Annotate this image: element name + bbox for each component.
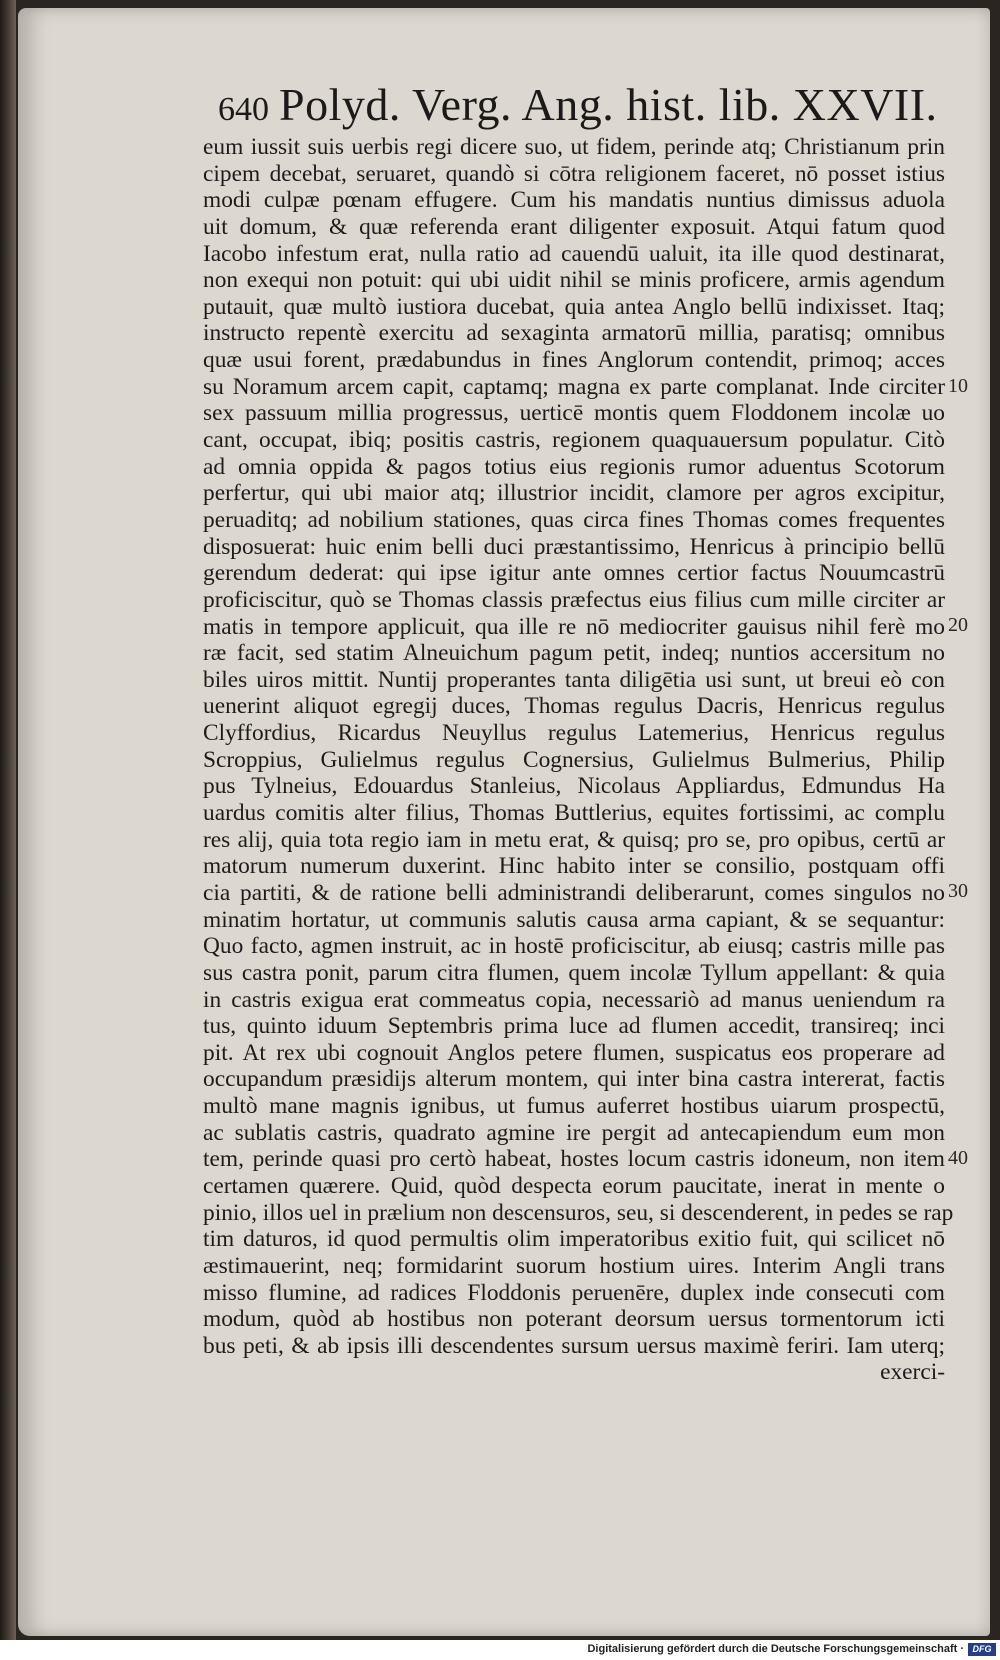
text-line: tus, quinto iduum Septembris prima luce ad flumen accedit, transireq; inci — [203, 1013, 945, 1040]
running-header — [218, 78, 938, 131]
text-line: ac sublatis castris, quadrato agmine ire pergit ad antecapiendum eum mon — [203, 1119, 945, 1146]
text-line: multò mane magnis ignibus, ut fumus auferret hostibus uiarum prospectū, — [203, 1093, 945, 1120]
text-line: æstimauerint, neq; formidarint suorum hostium uires. Interim Angli trans — [203, 1252, 945, 1279]
text-line: matis in tempore applicuit, qua ille re nō mediocriter gauisus nihil ferè mo — [203, 613, 945, 640]
text-line: su Noramum arcem capit, captamq; magna ex parte complanat. Inde circiter — [203, 373, 945, 400]
text-line: cia partiti, & de ratione belli administrandi deliberarunt, comes singulos no — [203, 879, 945, 906]
text-line: tem, perinde quasi pro certò habeat, hostes locum castris idoneum, non item — [203, 1146, 945, 1173]
text-line: uenerint aliquot egregij duces, Thomas regulus Dacris, Henricus regulus — [203, 693, 945, 720]
text-line: Scroppius, Gulielmus regulus Cognersius, Gulielmus Bulmerius, Philip — [203, 746, 945, 773]
text-line: ræ facit, sed statim Alneuichum pagum petit, indeq; nuntios accersitum no — [203, 640, 945, 667]
margin-line-number-30: 30 — [948, 880, 968, 902]
digitization-credit: Digitalisierung gefördert durch die Deutsche Forschungsgemeinschaft · — [587, 1643, 964, 1655]
text-line: sex passuum millia progressus, uerticē montis quem Floddonem incolæ uo — [203, 400, 945, 427]
text-line: eum iussit suis uerbis regi dicere suo, ut fidem, perinde atq; Christianum prin — [203, 134, 945, 160]
margin-line-number-40: 40 — [948, 1147, 968, 1169]
dfg-logo: DFG — [968, 1643, 996, 1656]
text-line: modi culpæ pœnam effugere. Cum his mandatis nuntius dimissus aduola — [203, 187, 945, 214]
body-text — [203, 134, 954, 1386]
text-line: bus peti, & ab ipsis illi descendentes sursum uersus maximè feriri. Iam uterq; — [203, 1332, 945, 1359]
text-line: misso flumine, ad radices Floddonis peruenēre, duplex inde consecuti com — [203, 1279, 945, 1306]
margin-line-number-10: 10 — [948, 375, 968, 397]
text-line: ad omnia oppida & pagos totius eius regionis rumor aduentus Scotorum — [203, 453, 945, 480]
catchword: exerci- — [880, 1359, 945, 1386]
text-line: res alij, quia tota regio iam in metu erat, & quisq; pro se, pro opibus, certū ar — [203, 826, 945, 853]
text-line: matorum numerum duxerint. Hinc habito inter se consilio, postquam offi — [203, 853, 945, 880]
text-line: perfertur, qui ubi maior atq; illustrior incidit, clamore per agros excipitur, — [203, 480, 945, 507]
text-line: Iacobo infestum erat, nulla ratio ad cauendū ualuit, ita ille quod destinarat, — [203, 240, 945, 267]
text-line: occupandum præsidijs alterum montem, qui inter bina castra intererat, factis — [203, 1066, 945, 1093]
page-edge — [0, 0, 16, 1640]
running-title: Polyd. Verg. Ang. hist. lib. XXVII. — [279, 79, 938, 130]
text-line: instructo repentè exercitu ad sexaginta armatorū millia, paratisq; omnibus — [203, 320, 945, 347]
page-number: 640 — [218, 91, 269, 128]
text-line: tim daturos, id quod permultis olim imperatoribus exitio fuit, qui scilicet nō — [203, 1226, 945, 1253]
text-line: proficiscitur, quò se Thomas classis præfectus eius filius cum mille circiter ar — [203, 586, 945, 613]
text-line: putauit, quæ multò iustiora ducebat, quia antea Anglo bellū indixisset. Itaq; — [203, 293, 945, 320]
text-line: cipem decebat, seruaret, quandò si cōtra religionem faceret, nō posset istius — [203, 160, 945, 187]
text-line: non exequi non potuit: qui ubi uidit nihil se minis proficere, armis agendum — [203, 267, 945, 294]
text-line: uit domum, & quæ referenda erant diligenter exposuit. Atqui fatum quod — [203, 213, 945, 240]
text-line: disposuerat: huic enim belli duci præstantissimo, Henricus à principio bellū — [203, 533, 945, 560]
text-line: biles uiros mittit. Nuntij properantes tanta diligētia usi sunt, ut breui eò con — [203, 666, 945, 693]
text-line: cant, occupat, ibiq; positis castris, regionem quaquauersum populatur. Citò — [203, 427, 945, 454]
text-line: pus Tylneius, Edouardus Stanleius, Nicolaus Appliardus, Edmundus Ha — [203, 773, 945, 800]
text-line: pinio, illos uel in prælium non descensuros, seu, si descenderent, in pedes se rap — [203, 1199, 954, 1226]
text-line: uardus comitis alter filius, Thomas Buttlerius, equites fortissimi, ac complu — [203, 800, 945, 827]
text-line: minatim hortatur, ut communis salutis causa arma capiant, & se sequantur: — [203, 906, 945, 933]
text-line: peruaditq; ad nobilium stationes, quas circa fines Thomas comes frequentes — [203, 506, 945, 533]
text-line: Quo facto, agmen instruit, ac in hostē proficiscitur, ab eiusq; castris mille pas — [203, 933, 945, 960]
text-line: modum, quòd ab hostibus non poterant deorsum uersus tormentorum icti — [203, 1306, 945, 1333]
text-line: in castris exigua erat commeatus copia, necessariò ad manus ueniendum ra — [203, 986, 945, 1013]
text-line: gerendum dederat: qui ipse igitur ante omnes certior factus Nouumcastrū — [203, 560, 945, 587]
text-line: pit. At rex ubi cognouit Anglos petere flumen, suspicatus eos properare ad — [203, 1039, 945, 1066]
margin-line-number-20: 20 — [948, 614, 968, 636]
text-line: sus castra ponit, parum citra flumen, quem incolæ Tyllum appellant: & quia — [203, 959, 945, 986]
text-line: Clyffordius, Ricardus Neuyllus regulus Latemerius, Henricus regulus — [203, 720, 945, 747]
text-line: quæ usui forent, prædabundus in fines Anglorum contendit, primoq; acces — [203, 347, 945, 374]
text-line: certamen quærere. Quid, quòd despecta eorum paucitate, inerat in mente o — [203, 1172, 945, 1199]
